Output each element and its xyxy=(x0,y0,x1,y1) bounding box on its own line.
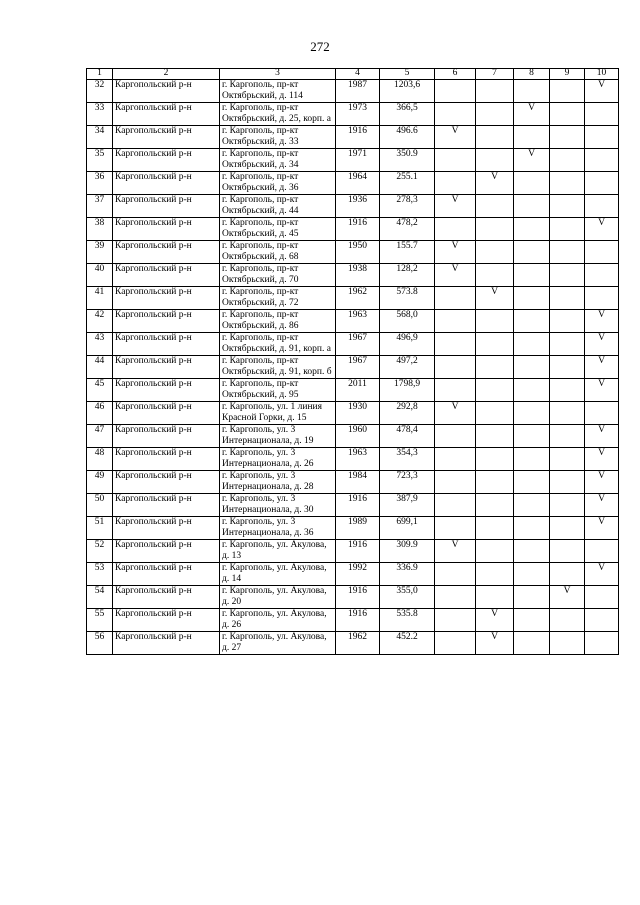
mark-cell-col-10 xyxy=(585,586,619,609)
mark-cell-col-10: V xyxy=(585,563,619,586)
housing-register-table xyxy=(86,68,619,655)
mark-cell-col-10 xyxy=(585,195,619,218)
table-row xyxy=(87,126,619,149)
year-cell: 1971 xyxy=(336,149,380,172)
area-cell: 699,1 xyxy=(380,517,435,540)
address-cell: г. Каргополь, пр-кт Октябрьский, д. 33 xyxy=(220,126,336,149)
row-number-cell: 43 xyxy=(87,333,113,356)
column-header: 10 xyxy=(585,69,619,80)
mark-cell-col-7 xyxy=(476,103,514,126)
row-number-cell: 34 xyxy=(87,126,113,149)
mark-cell-col-10: V xyxy=(585,448,619,471)
mark-cell-col-7 xyxy=(476,379,514,402)
district-cell: Каргопольский р-н xyxy=(113,471,220,494)
mark-cell-col-9 xyxy=(550,195,585,218)
table-row xyxy=(87,172,619,195)
district-cell: Каргопольский р-н xyxy=(113,563,220,586)
district-cell: Каргопольский р-н xyxy=(113,586,220,609)
column-header: 1 xyxy=(87,69,113,80)
row-number-cell: 50 xyxy=(87,494,113,517)
area-cell: 366,5 xyxy=(380,103,435,126)
row-number-cell: 55 xyxy=(87,609,113,632)
mark-cell-col-7 xyxy=(476,517,514,540)
mark-cell-col-6: V xyxy=(435,195,476,218)
mark-cell-col-8: V xyxy=(514,149,550,172)
district-cell: Каргопольский р-н xyxy=(113,448,220,471)
table-row xyxy=(87,218,619,241)
row-number-cell: 54 xyxy=(87,586,113,609)
area-cell: 292,8 xyxy=(380,402,435,425)
address-cell: г. Каргополь, ул. Акулова, д. 27 xyxy=(220,632,336,655)
year-cell: 1916 xyxy=(336,218,380,241)
row-number-cell: 53 xyxy=(87,563,113,586)
area-cell: 568,0 xyxy=(380,310,435,333)
mark-cell-col-8 xyxy=(514,402,550,425)
mark-cell-col-6 xyxy=(435,310,476,333)
year-cell: 1930 xyxy=(336,402,380,425)
mark-cell-col-6: V xyxy=(435,126,476,149)
mark-cell-col-7 xyxy=(476,218,514,241)
mark-cell-col-7 xyxy=(476,402,514,425)
district-cell: Каргопольский р-н xyxy=(113,287,220,310)
area-cell: 496,9 xyxy=(380,333,435,356)
table-row xyxy=(87,448,619,471)
mark-cell-col-6: V xyxy=(435,402,476,425)
mark-cell-col-10 xyxy=(585,540,619,563)
mark-cell-col-6 xyxy=(435,494,476,517)
table-row xyxy=(87,425,619,448)
mark-cell-col-9 xyxy=(550,103,585,126)
table-row xyxy=(87,517,619,540)
area-cell: 155.7 xyxy=(380,241,435,264)
area-cell: 355,0 xyxy=(380,586,435,609)
address-cell: г. Каргополь, пр-кт Октябрьский, д. 68 xyxy=(220,241,336,264)
mark-cell-col-8 xyxy=(514,379,550,402)
column-header: 2 xyxy=(113,69,220,80)
mark-cell-col-10: V xyxy=(585,517,619,540)
address-cell: г. Каргополь, ул. 3 Интернационала, д. 30 xyxy=(220,494,336,517)
year-cell: 1916 xyxy=(336,126,380,149)
mark-cell-col-10 xyxy=(585,632,619,655)
district-cell: Каргопольский р-н xyxy=(113,425,220,448)
mark-cell-col-7 xyxy=(476,310,514,333)
mark-cell-col-9 xyxy=(550,494,585,517)
mark-cell-col-9 xyxy=(550,287,585,310)
address-cell: г. Каргополь, пр-кт Октябрьский, д. 72 xyxy=(220,287,336,310)
mark-cell-col-7 xyxy=(476,586,514,609)
year-cell: 1916 xyxy=(336,586,380,609)
mark-cell-col-7 xyxy=(476,333,514,356)
year-cell: 1987 xyxy=(336,80,380,103)
row-number-cell: 41 xyxy=(87,287,113,310)
mark-cell-col-7 xyxy=(476,195,514,218)
district-cell: Каргопольский р-н xyxy=(113,218,220,241)
column-header: 4 xyxy=(336,69,380,80)
year-cell: 1950 xyxy=(336,241,380,264)
mark-cell-col-9 xyxy=(550,379,585,402)
row-number-cell: 32 xyxy=(87,80,113,103)
area-cell: 1203,6 xyxy=(380,80,435,103)
district-cell: Каргопольский р-н xyxy=(113,609,220,632)
address-cell: г. Каргополь, ул. 3 Интернационала, д. 36 xyxy=(220,517,336,540)
year-cell: 1967 xyxy=(336,333,380,356)
mark-cell-col-8 xyxy=(514,218,550,241)
mark-cell-col-8 xyxy=(514,333,550,356)
mark-cell-col-9 xyxy=(550,632,585,655)
mark-cell-col-8 xyxy=(514,632,550,655)
year-cell: 1916 xyxy=(336,540,380,563)
year-cell: 1963 xyxy=(336,310,380,333)
mark-cell-col-8 xyxy=(514,80,550,103)
area-cell: 354,3 xyxy=(380,448,435,471)
table-row xyxy=(87,195,619,218)
mark-cell-col-6: V xyxy=(435,540,476,563)
district-cell: Каргопольский р-н xyxy=(113,103,220,126)
mark-cell-col-10 xyxy=(585,172,619,195)
mark-cell-col-7: V xyxy=(476,172,514,195)
mark-cell-col-10 xyxy=(585,241,619,264)
mark-cell-col-10 xyxy=(585,402,619,425)
mark-cell-col-10: V xyxy=(585,80,619,103)
year-cell: 1992 xyxy=(336,563,380,586)
row-number-cell: 40 xyxy=(87,264,113,287)
year-cell: 1962 xyxy=(336,287,380,310)
mark-cell-col-7: V xyxy=(476,609,514,632)
mark-cell-col-6 xyxy=(435,563,476,586)
table-row xyxy=(87,471,619,494)
area-cell: 478,4 xyxy=(380,425,435,448)
mark-cell-col-8 xyxy=(514,494,550,517)
mark-cell-col-6: V xyxy=(435,264,476,287)
mark-cell-col-8 xyxy=(514,425,550,448)
table-row xyxy=(87,632,619,655)
mark-cell-col-7 xyxy=(476,563,514,586)
mark-cell-col-8 xyxy=(514,586,550,609)
address-cell: г. Каргополь, ул. 3 Интернационала, д. 28 xyxy=(220,471,336,494)
column-header: 5 xyxy=(380,69,435,80)
mark-cell-col-9 xyxy=(550,517,585,540)
mark-cell-col-7 xyxy=(476,80,514,103)
mark-cell-col-8 xyxy=(514,287,550,310)
district-cell: Каргопольский р-н xyxy=(113,126,220,149)
table-row xyxy=(87,80,619,103)
mark-cell-col-7: V xyxy=(476,287,514,310)
year-cell: 1962 xyxy=(336,632,380,655)
mark-cell-col-7: V xyxy=(476,632,514,655)
mark-cell-col-6 xyxy=(435,586,476,609)
district-cell: Каргопольский р-н xyxy=(113,356,220,379)
table-row xyxy=(87,149,619,172)
address-cell: г. Каргополь, ул. 1 линия Красной Горки, д. 15 xyxy=(220,402,336,425)
address-cell: г. Каргополь, пр-кт Октябрьский, д. 70 xyxy=(220,264,336,287)
year-cell: 1960 xyxy=(336,425,380,448)
row-number-cell: 42 xyxy=(87,310,113,333)
mark-cell-col-10: V xyxy=(585,425,619,448)
mark-cell-col-6 xyxy=(435,471,476,494)
table-row xyxy=(87,379,619,402)
district-cell: Каргопольский р-н xyxy=(113,264,220,287)
address-cell: г. Каргополь, ул. Акулова, д. 13 xyxy=(220,540,336,563)
row-number-cell: 49 xyxy=(87,471,113,494)
district-cell: Каргопольский р-н xyxy=(113,310,220,333)
mark-cell-col-6 xyxy=(435,172,476,195)
row-number-cell: 56 xyxy=(87,632,113,655)
mark-cell-col-8 xyxy=(514,563,550,586)
mark-cell-col-10: V xyxy=(585,379,619,402)
area-cell: 496.6 xyxy=(380,126,435,149)
column-header: 8 xyxy=(514,69,550,80)
mark-cell-col-9: V xyxy=(550,586,585,609)
mark-cell-col-10: V xyxy=(585,494,619,517)
mark-cell-col-9 xyxy=(550,218,585,241)
address-cell: г. Каргополь, пр-кт Октябрьский, д. 91, корп. б xyxy=(220,356,336,379)
mark-cell-col-6: V xyxy=(435,241,476,264)
area-cell: 387,9 xyxy=(380,494,435,517)
area-cell: 723,3 xyxy=(380,471,435,494)
address-cell: г. Каргополь, пр-кт Октябрьский, д. 36 xyxy=(220,172,336,195)
area-cell: 497,2 xyxy=(380,356,435,379)
mark-cell-col-6 xyxy=(435,517,476,540)
year-cell: 1989 xyxy=(336,517,380,540)
mark-cell-col-6 xyxy=(435,287,476,310)
mark-cell-col-10: V xyxy=(585,310,619,333)
district-cell: Каргопольский р-н xyxy=(113,379,220,402)
table-row xyxy=(87,103,619,126)
mark-cell-col-6 xyxy=(435,333,476,356)
mark-cell-col-10 xyxy=(585,609,619,632)
column-header: 3 xyxy=(220,69,336,80)
mark-cell-col-7 xyxy=(476,241,514,264)
mark-cell-col-7 xyxy=(476,149,514,172)
year-cell: 1973 xyxy=(336,103,380,126)
area-cell: 128,2 xyxy=(380,264,435,287)
address-cell: г. Каргополь, пр-кт Октябрьский, д. 44 xyxy=(220,195,336,218)
mark-cell-col-6 xyxy=(435,425,476,448)
mark-cell-col-9 xyxy=(550,471,585,494)
mark-cell-col-9 xyxy=(550,126,585,149)
table-row xyxy=(87,563,619,586)
address-cell: г. Каргополь, пр-кт Октябрьский, д. 114 xyxy=(220,80,336,103)
row-number-cell: 38 xyxy=(87,218,113,241)
mark-cell-col-9 xyxy=(550,609,585,632)
table-row xyxy=(87,310,619,333)
mark-cell-col-10: V xyxy=(585,333,619,356)
district-cell: Каргопольский р-н xyxy=(113,241,220,264)
mark-cell-col-9 xyxy=(550,241,585,264)
area-cell: 535.8 xyxy=(380,609,435,632)
row-number-cell: 37 xyxy=(87,195,113,218)
row-number-cell: 52 xyxy=(87,540,113,563)
mark-cell-col-7 xyxy=(476,264,514,287)
mark-cell-col-8: V xyxy=(514,103,550,126)
table-row xyxy=(87,494,619,517)
mark-cell-col-10 xyxy=(585,103,619,126)
column-number-header-row xyxy=(87,69,619,80)
column-header: 6 xyxy=(435,69,476,80)
mark-cell-col-10 xyxy=(585,149,619,172)
mark-cell-col-8 xyxy=(514,609,550,632)
mark-cell-col-9 xyxy=(550,333,585,356)
mark-cell-col-9 xyxy=(550,80,585,103)
row-number-cell: 48 xyxy=(87,448,113,471)
year-cell: 1963 xyxy=(336,448,380,471)
mark-cell-col-10 xyxy=(585,287,619,310)
district-cell: Каргопольский р-н xyxy=(113,80,220,103)
row-number-cell: 45 xyxy=(87,379,113,402)
row-number-cell: 51 xyxy=(87,517,113,540)
mark-cell-col-6 xyxy=(435,218,476,241)
mark-cell-col-6 xyxy=(435,632,476,655)
year-cell: 1964 xyxy=(336,172,380,195)
mark-cell-col-8 xyxy=(514,540,550,563)
year-cell: 1916 xyxy=(336,609,380,632)
area-cell: 309.9 xyxy=(380,540,435,563)
mark-cell-col-9 xyxy=(550,448,585,471)
row-number-cell: 44 xyxy=(87,356,113,379)
mark-cell-col-7 xyxy=(476,540,514,563)
mark-cell-col-9 xyxy=(550,402,585,425)
year-cell: 1936 xyxy=(336,195,380,218)
area-cell: 452.2 xyxy=(380,632,435,655)
district-cell: Каргопольский р-н xyxy=(113,632,220,655)
area-cell: 278,3 xyxy=(380,195,435,218)
address-cell: г. Каргополь, пр-кт Октябрьский, д. 34 xyxy=(220,149,336,172)
mark-cell-col-9 xyxy=(550,310,585,333)
area-cell: 336.9 xyxy=(380,563,435,586)
table-body xyxy=(87,80,619,655)
mark-cell-col-6 xyxy=(435,149,476,172)
row-number-cell: 35 xyxy=(87,149,113,172)
mark-cell-col-8 xyxy=(514,448,550,471)
district-cell: Каргопольский р-н xyxy=(113,149,220,172)
row-number-cell: 33 xyxy=(87,103,113,126)
mark-cell-col-9 xyxy=(550,149,585,172)
row-number-cell: 47 xyxy=(87,425,113,448)
year-cell: 2011 xyxy=(336,379,380,402)
table-row xyxy=(87,402,619,425)
mark-cell-col-8 xyxy=(514,356,550,379)
address-cell: г. Каргополь, пр-кт Октябрьский, д. 91, корп. а xyxy=(220,333,336,356)
mark-cell-col-10 xyxy=(585,126,619,149)
mark-cell-col-7 xyxy=(476,494,514,517)
address-cell: г. Каргополь, ул. 3 Интернационала, д. 19 xyxy=(220,425,336,448)
column-header: 9 xyxy=(550,69,585,80)
address-cell: г. Каргополь, ул. Акулова, д. 14 xyxy=(220,563,336,586)
mark-cell-col-7 xyxy=(476,126,514,149)
table-row xyxy=(87,609,619,632)
address-cell: г. Каргополь, ул. Акулова, д. 20 xyxy=(220,586,336,609)
mark-cell-col-6 xyxy=(435,448,476,471)
district-cell: Каргопольский р-н xyxy=(113,333,220,356)
mark-cell-col-9 xyxy=(550,356,585,379)
area-cell: 573.8 xyxy=(380,287,435,310)
mark-cell-col-9 xyxy=(550,425,585,448)
year-cell: 1984 xyxy=(336,471,380,494)
mark-cell-col-8 xyxy=(514,471,550,494)
mark-cell-col-9 xyxy=(550,540,585,563)
district-cell: Каргопольский р-н xyxy=(113,494,220,517)
address-cell: г. Каргополь, пр-кт Октябрьский, д. 25, корп. а xyxy=(220,103,336,126)
year-cell: 1967 xyxy=(336,356,380,379)
page-number: 272 xyxy=(310,39,330,54)
column-header: 7 xyxy=(476,69,514,80)
mark-cell-col-7 xyxy=(476,448,514,471)
address-cell: г. Каргополь, ул. 3 Интернационала, д. 26 xyxy=(220,448,336,471)
mark-cell-col-6 xyxy=(435,379,476,402)
area-cell: 255.1 xyxy=(380,172,435,195)
address-cell: г. Каргополь, пр-кт Октябрьский, д. 95 xyxy=(220,379,336,402)
table-row xyxy=(87,241,619,264)
table-row xyxy=(87,333,619,356)
district-cell: Каргопольский р-н xyxy=(113,517,220,540)
row-number-cell: 46 xyxy=(87,402,113,425)
mark-cell-col-10 xyxy=(585,264,619,287)
address-cell: г. Каргополь, пр-кт Октябрьский, д. 86 xyxy=(220,310,336,333)
area-cell: 478,2 xyxy=(380,218,435,241)
mark-cell-col-6 xyxy=(435,356,476,379)
district-cell: Каргопольский р-н xyxy=(113,172,220,195)
mark-cell-col-9 xyxy=(550,172,585,195)
mark-cell-col-9 xyxy=(550,264,585,287)
district-cell: Каргопольский р-н xyxy=(113,540,220,563)
address-cell: г. Каргополь, пр-кт Октябрьский, д. 45 xyxy=(220,218,336,241)
address-cell: г. Каргополь, ул. Акулова, д. 26 xyxy=(220,609,336,632)
table-row xyxy=(87,287,619,310)
mark-cell-col-8 xyxy=(514,264,550,287)
district-cell: Каргопольский р-н xyxy=(113,195,220,218)
mark-cell-col-8 xyxy=(514,195,550,218)
mark-cell-col-6 xyxy=(435,80,476,103)
district-cell: Каргопольский р-н xyxy=(113,402,220,425)
table-row xyxy=(87,356,619,379)
mark-cell-col-6 xyxy=(435,609,476,632)
mark-cell-col-6 xyxy=(435,103,476,126)
mark-cell-col-9 xyxy=(550,563,585,586)
table-row xyxy=(87,586,619,609)
row-number-cell: 39 xyxy=(87,241,113,264)
mark-cell-col-7 xyxy=(476,425,514,448)
mark-cell-col-10: V xyxy=(585,356,619,379)
year-cell: 1916 xyxy=(336,494,380,517)
mark-cell-col-8 xyxy=(514,241,550,264)
mark-cell-col-10: V xyxy=(585,471,619,494)
table-row xyxy=(87,540,619,563)
table-row xyxy=(87,264,619,287)
year-cell: 1938 xyxy=(336,264,380,287)
mark-cell-col-8 xyxy=(514,310,550,333)
area-cell: 1798,9 xyxy=(380,379,435,402)
row-number-cell: 36 xyxy=(87,172,113,195)
mark-cell-col-10: V xyxy=(585,218,619,241)
mark-cell-col-8 xyxy=(514,517,550,540)
area-cell: 350.9 xyxy=(380,149,435,172)
mark-cell-col-7 xyxy=(476,471,514,494)
mark-cell-col-7 xyxy=(476,356,514,379)
mark-cell-col-8 xyxy=(514,126,550,149)
mark-cell-col-8 xyxy=(514,172,550,195)
